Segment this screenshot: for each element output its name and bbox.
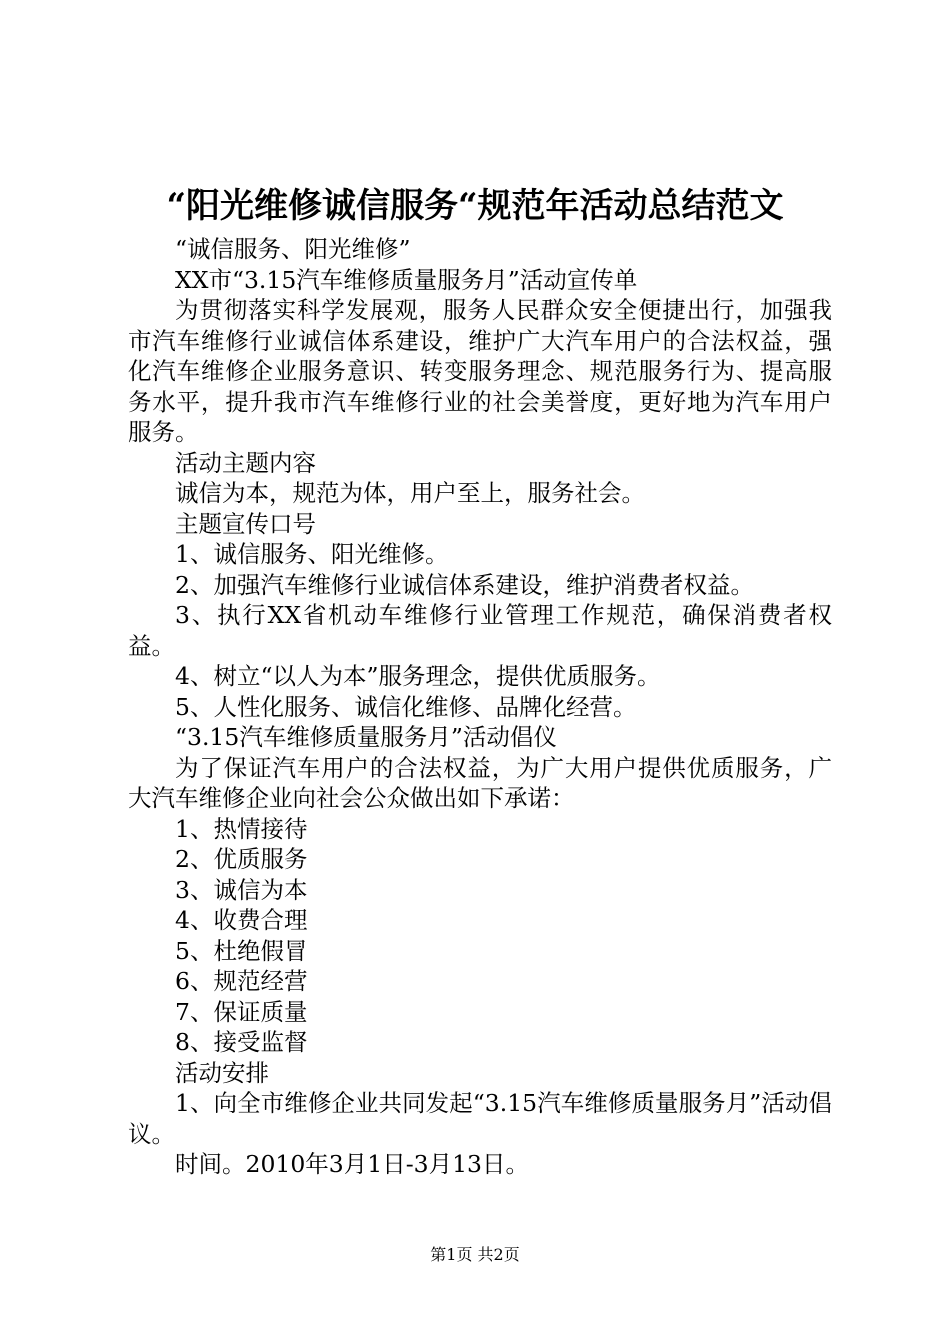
slogan-item-5: 5、人性化服务、诚信化维修、品牌化经营。 — [175, 692, 637, 721]
slogan-item-4: 4、树立“以人为本”服务理念，提供优质服务。 — [175, 662, 661, 690]
document-body — [128, 234, 832, 1180]
paragraph-flyer-title: XX市“3.15汽车维修质量服务月”活动宣传单 — [175, 265, 638, 294]
section-heading-schedule: 活动安排 — [175, 1058, 269, 1087]
pledge-item-1: 1、热情接待 — [175, 814, 308, 843]
paragraph-initiative: 为了保证汽车用户的合法权益，为广大用户提供优质服务，广大汽车维修企业向社会公众做出如下承诺： — [128, 753, 832, 812]
pledge-item-7: 7、保证质量 — [175, 997, 308, 1026]
page-footer: 第1页 共2页 — [430, 1245, 520, 1264]
schedule-time: 时间。2010年3月1日-3月13日。 — [175, 1150, 530, 1178]
section-heading-initiative: “3.15汽车维修质量服务月”活动倡仪 — [175, 723, 557, 751]
paragraph-intro: 为贯彻落实科学发展观，服务人民群众安全便捷出行，加强我市汽车维修行业诚信体系建设，维护广大汽车用户的合法权益，强化汽车维修企业服务意识、转变服务理念、规范服务行为、提高服务水平，提升我市汽车维修行业的社会美誉度，更好地为汽车用户服务。 — [128, 296, 832, 446]
pledge-item-3: 3、诚信为本 — [175, 875, 308, 904]
slogan-item-3: 3、执行XX省机动车维修行业管理工作规范，确保消费者权益。 — [128, 601, 832, 660]
schedule-item-1: 1、向全市维修企业共同发起“3.15汽车维修质量服务月”活动倡议。 — [128, 1089, 832, 1148]
paragraph-slogan-heading: “诚信服务、阳光维修” — [175, 235, 411, 263]
pledge-item-6: 6、规范经营 — [175, 967, 308, 995]
document-title: “阳光维修诚信服务“规范年活动总结范文 — [166, 186, 784, 226]
pledge-item-2: 2、优质服务 — [175, 845, 308, 873]
slogan-item-2: 2、加强汽车维修行业诚信体系建设，维护消费者权益。 — [175, 570, 754, 599]
section-heading-theme: 活动主题内容 — [175, 448, 316, 477]
pledge-item-8: 8、接受监督 — [175, 1028, 308, 1056]
slogan-item-1: 1、诚信服务、阳光维修。 — [175, 540, 449, 568]
section-heading-slogans: 主题宣传口号 — [175, 509, 316, 538]
paragraph-theme: 诚信为本，规范为体，用户至上，服务社会。 — [175, 479, 645, 507]
pledge-item-5: 5、杜绝假冒 — [175, 936, 308, 965]
pledge-item-4: 4、收费合理 — [175, 906, 308, 934]
